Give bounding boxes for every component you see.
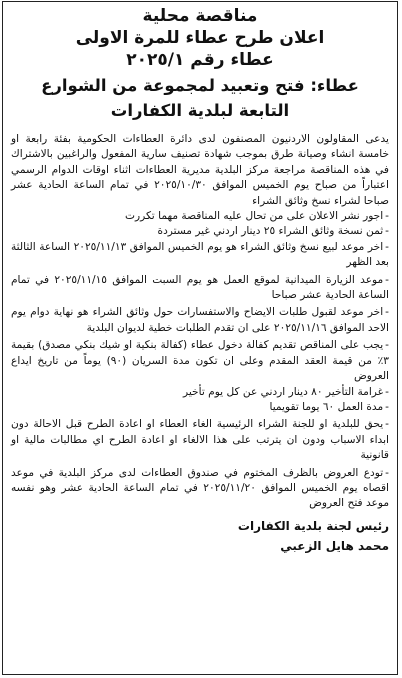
announcement-title: اعلان طرح عطاء للمرة الاولى	[75, 28, 325, 48]
list-item: -مدة العمل ٦٠ يوما تقويميا	[269, 400, 389, 413]
subject-line-1: عطاء: فتح وتعبيد لمجموعة من الشوارع	[41, 76, 359, 95]
signatory-title: رئيس لجنة بلدية الكفارات	[237, 518, 389, 533]
list-item-text: يجب على المناقص تقديم كفالة دخول عطاء (كفالة بنكية او شيك بنكي مصدق) بقيمة ٣٪ من قيمة العقد المقدم وعلى ان تكون مدة السريان (٩٠) يوماً من تاريخ ايداع العروض	[11, 339, 389, 383]
announcement-header	[3, 2, 397, 71]
subject-line-2: التابعة لبلدية الكفارات	[110, 101, 290, 120]
list-item: -ثمن نسخة وثائق الشراء ٢٥ دينار اردني غير مستردة	[157, 225, 389, 238]
signatory-name: محمد هايل الزعبي	[280, 538, 389, 553]
tender-subject	[3, 73, 397, 123]
list-item-text: موعد الزيارة الميدانية لموقع العمل هو يوم السبت الموافق ٢٠٢٥/١١/١٥ في تمام الساعة الحادية عشر صباحا	[11, 273, 389, 302]
list-item-text: اخر موعد لقبول طلبات الايضاح والاستفسارات حول وثائق الشراء هو نهاية دوام يوم الاحد الموافق ٢٠٢٥/١١/١٦ على ان تقدم الطلبات خطية لديوان البلدية	[11, 306, 389, 334]
tender-announcement	[2, 1, 398, 675]
list-item: -اجور نشر الاعلان على من تحال عليه المناقصة مهما تكررت	[125, 210, 389, 223]
list-item: -اخر موعد لقبول طلبات الايضاح والاستفسارات حول وثائق الشراء هو نهاية دوام يوم الاحد الموافق ٢٠٢٥/١١/١٦ على ان تقدم الطلبات خطية لديوان البلدية	[11, 306, 389, 334]
list-item-text: يحق للبلدية او للجنة الشراء الرئيسية الغاء العطاء او اعادة الطرح قبل الاحالة دون ابداء الاسباب ودون ان يترتب على هذا الالغاء او اعادة الطرح اي مطالبات مالية او قانونية	[11, 418, 389, 462]
conditions-list	[3, 209, 397, 512]
list-item-text: ثمن نسخة وثائق الشراء ٢٥ دينار اردني غير مستردة	[157, 225, 384, 238]
tender-type: مناقصة محلية	[142, 6, 258, 26]
list-item: -موعد الزيارة الميدانية لموقع العمل هو يوم السبت الموافق ٢٠٢٥/١١/١٥ في تمام الساعة الحادية عشر صباحا	[11, 273, 389, 302]
list-item-text: اجور نشر الاعلان على من تحال عليه المناقصة مهما تكررت	[125, 210, 384, 223]
list-item-text: غرامة التأخير ٨٠ دينار اردني عن كل يوم تأخير	[183, 385, 384, 398]
list-item: -اخر موعد لبيع نسخ وثائق الشراء هو يوم الخميس الموافق ٢٠٢٥/١١/١٣ الساعة الثالثة بعد الظهر	[11, 240, 389, 269]
signature-block	[3, 512, 397, 556]
intro-paragraph: يدعى المقاولون الاردنيون المصنفون لدى دائرة العطاءات الحكومية بفئة رابعة او خامسة انشاء وصيانة طرق بموجب شهادة تصنيف سارية المفعول والراغبين بالاشتراك في هذه المناقصة مراجعة مركز البلدية مديرية العطاءات اثناء اوقات الدوام الرسمي اعتباراً من صباح يوم الخميس الموافق ٢٠٢٥/١٠/٣٠ في تمام الساعة الحادية عشر صباحا لشراء نسخ وثائق الشراء	[11, 133, 389, 207]
list-item-text: مدة العمل ٦٠ يوما تقويميا	[269, 400, 384, 413]
list-item-text: تودع العروض بالظرف المختوم في صندوق العطاءات لدى مركز البلدية في موعد اقصاه يوم الخميس الموافق ٢٠٢٥/١١/٢٠ في تمام الساعة الحادية عشر وهو نفسه موعد فتح العروض	[11, 466, 389, 510]
list-item: -يجب على المناقص تقديم كفالة دخول عطاء (كفالة بنكية او شيك بنكي مصدق) بقيمة ٣٪ من قيمة العقد المقدم وعلى ان تكون مدة السريان (٩٠) يوماً من تاريخ ايداع العروض	[11, 339, 389, 383]
list-item: -يحق للبلدية او للجنة الشراء الرئيسية الغاء العطاء او اعادة الطرح قبل الاحالة دون ابداء الاسباب ودون ان يترتب على هذا الالغاء او اعادة الطرح اي مطالبات مالية او قانونية	[11, 418, 389, 462]
list-item: -غرامة التأخير ٨٠ دينار اردني عن كل يوم تأخير	[183, 385, 389, 398]
list-item-text: اخر موعد لبيع نسخ وثائق الشراء هو يوم الخميس الموافق ٢٠٢٥/١١/١٣ الساعة الثالثة بعد الظهر	[11, 240, 389, 269]
tender-number: عطاء رقم ٢٠٢٥/١	[126, 50, 274, 70]
list-item: -تودع العروض بالظرف المختوم في صندوق العطاءات لدى مركز البلدية في موعد اقصاه يوم الخميس الموافق ٢٠٢٥/١١/٢٠ في تمام الساعة الحادية عشر وهو نفسه موعد فتح العروض	[11, 466, 389, 510]
